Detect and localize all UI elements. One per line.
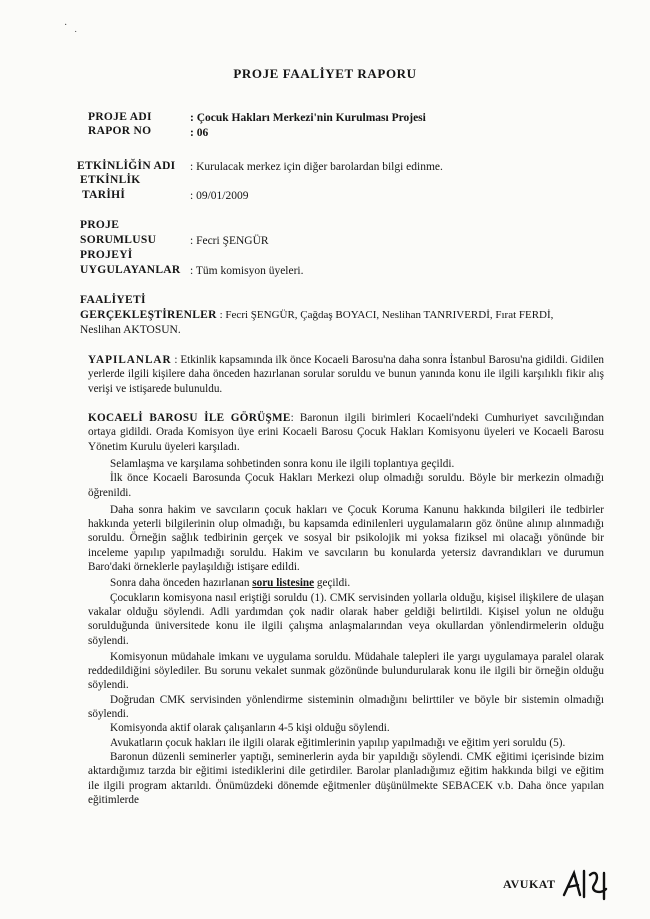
kocaeli-paragraph (88, 411, 604, 454)
document-title: PROJE FAALİYET RAPORU (233, 66, 417, 81)
projeyi-label: PROJEYİ (80, 249, 133, 261)
paragraph-5: Çocukların komisyona nasıl eriştiği soruldu (1). CMK servisinden yollarla olduğu, kişisel ilişkilere de ulaşan vakalar olduğu söylendi. Adli yardımdan çok nadir olarak haber geldiği belirtildi. Kişisel yolun ne olduğu sorulduğunda üniversitede konu ile ilgili çalışma anlaşmalarından veya okullardan yönlendirmelerin olduğu söylendi. (88, 591, 604, 647)
paragraph-8: Komisyonda aktif olarak çalışanların 4-5 kişi olduğu söylendi. (110, 722, 390, 735)
uygulayanlar-label: UYGULAYANLAR (80, 264, 181, 276)
paragraph-7: Doğrudan CMK servisinden yönlendirme sisteminin olmadığını belirttiler ve böyle bir sistemin olmadığı söylendi. (88, 693, 604, 721)
yapilanlar-paragraph (88, 353, 604, 396)
scan-speck: · (64, 20, 68, 31)
paragraph-2: İlk önce Kocaeli Barosunda Çocuk Hakları Merkezi olup olmadığı soruldu. Böyle bir merkezin olmadığı öğrenildi. (88, 472, 604, 499)
tarihi-label: TARİHİ (82, 189, 126, 201)
etkinlik-adi-label: ETKİNLİĞİN ADI (77, 160, 176, 172)
soru-listesi-text: soru listesine (252, 577, 315, 590)
yapilanlar-label: YAPILANLAR (88, 354, 172, 366)
tarihi-value: : 09/01/2009 (190, 190, 249, 202)
kocaeli-label: KOCAELİ BAROSU İLE GÖRÜŞME (88, 412, 291, 424)
proje-label: PROJE (80, 219, 120, 231)
etkinlik-label: ETKİNLİK (80, 174, 141, 186)
gerceklestirenler-line (80, 309, 610, 321)
paragraph-1: Selamlaşma ve karşılama sohbetinden sonra konu ile ilgili toplantıya geçildi. (110, 458, 455, 470)
gerceklestirenler-value: : Fecri ŞENGÜR, Çağdaş BOYACI, Neslihan TANRIVERDİ, Fırat FERDİ, (219, 309, 554, 321)
body-paragraphs (88, 457, 604, 807)
paragraph-9: Avukatların çocuk hakları ile ilgili olarak eğitimlerinin yapılıp yapılmadığı ve eğitim yeri soruldu (5). (110, 736, 566, 749)
paragraph-6: Komisyonun müdahale imkanı ve uygulama soruldu. Müdahale talepleri ile yargı uygulamaya paralel olarak reddedildiğini söylediler. Bu sorunu vekalet sunmak gözönünde bulundurularak konu ile ilgili bir örneğin olduğu söylendi. (88, 650, 604, 692)
yapilanlar-text: : Etkinlik kapsamında ilk önce Kocaeli Barosu'na daha sonra İstanbul Barosu'na gidildi. Gidilen yerlerde ilgili kişilere daha önceden hazırlanan sorular soruldu ve bunun yanında konu ile ilgili karşılıklı fikir alış verişi ve istişarede bulunuldu. (88, 354, 605, 395)
sorumlusu-label: SORUMLUSU (80, 234, 157, 246)
uygulayanlar-value: : Tüm komisyon üyeleri. (190, 265, 304, 277)
rapor-no-label: RAPOR NO (88, 125, 152, 137)
kocaeli-text: : Baronun ilgili birimleri Kocaeli'ndeki Cumhuriyet savcılığından ortaya gidildi. Orada Komisyon üye erini Kocaeli Barosu Çocuk Hakları Komisyonu üyeleri ve Kocaeli Barosu Yönetim Kurulu üyeleri karşıladı. (88, 412, 604, 453)
avukat-stamp: AVUKAT (503, 877, 556, 891)
paragraph-3: Daha sonra hakim ve savcıların çocuk hakları ve Çocuk Koruma Kanunu hakkında bilgileri ile tedbirler hakkında yeterli bilgilerinin olup olmadığı, bu kapsamda edinilenleri uygulamaların göz önüne alınıp alınmadığı soruldu. Örneğin sağlık tedbirinin gerçek ve sosyal bir psikolojik mi yoksa fiziksel mi olacağı yönünde bir inceleme yapılıp yapılmadığı soruldu. Hakim ve savcıların bu konularda yetersiz davrandıkları ve durumun Baro'daki örneklerle paylaşıldığı istişare edildi. (88, 503, 604, 574)
rapor-no-value: : 06 (190, 127, 209, 139)
proje-adi-label: PROJE ADI (88, 111, 152, 123)
paragraph-4 (88, 576, 604, 590)
paragraph-4-pre: Sonra daha önceden hazırlanan (110, 577, 253, 590)
sorumlusu-value: : Fecri ŞENGÜR (190, 235, 269, 247)
paragraph-4-post: geçildi. (314, 577, 351, 590)
scan-speck: ˙ (74, 30, 78, 41)
proje-adi-value: : Çocuk Hakları Merkezi'nin Kurulması Projesi (190, 112, 426, 124)
gerceklestirenler-cont: Neslihan AKTOSUN. (80, 324, 181, 336)
handwritten-signature (560, 865, 620, 905)
gerceklestirenler-label: GERÇEKLEŞTİRENLER (80, 309, 217, 321)
etkinlik-adi-value: : Kurulacak merkez için diğer barolardan bilgi edinme. (190, 161, 443, 173)
faaliyeti-label: FAALİYETİ (80, 294, 146, 306)
paragraph-10: Baronun düzenli seminerler yaptığı, seminerlerin ayda bir yapıldığı söylendi. CMK eğitimi içerisinde bizim aktardığımız tarzda bir eğitimi istediklerini dile getirdiler. Barolar planladığımız eğitim hakkında bilgi ve eğitim ile ilgili program aktarıldı. Önümüzdeki dönemde eğitmenler düşünülmekte SEBACEK v.b. Daha önce yapılan eğitimlerde (88, 750, 604, 806)
